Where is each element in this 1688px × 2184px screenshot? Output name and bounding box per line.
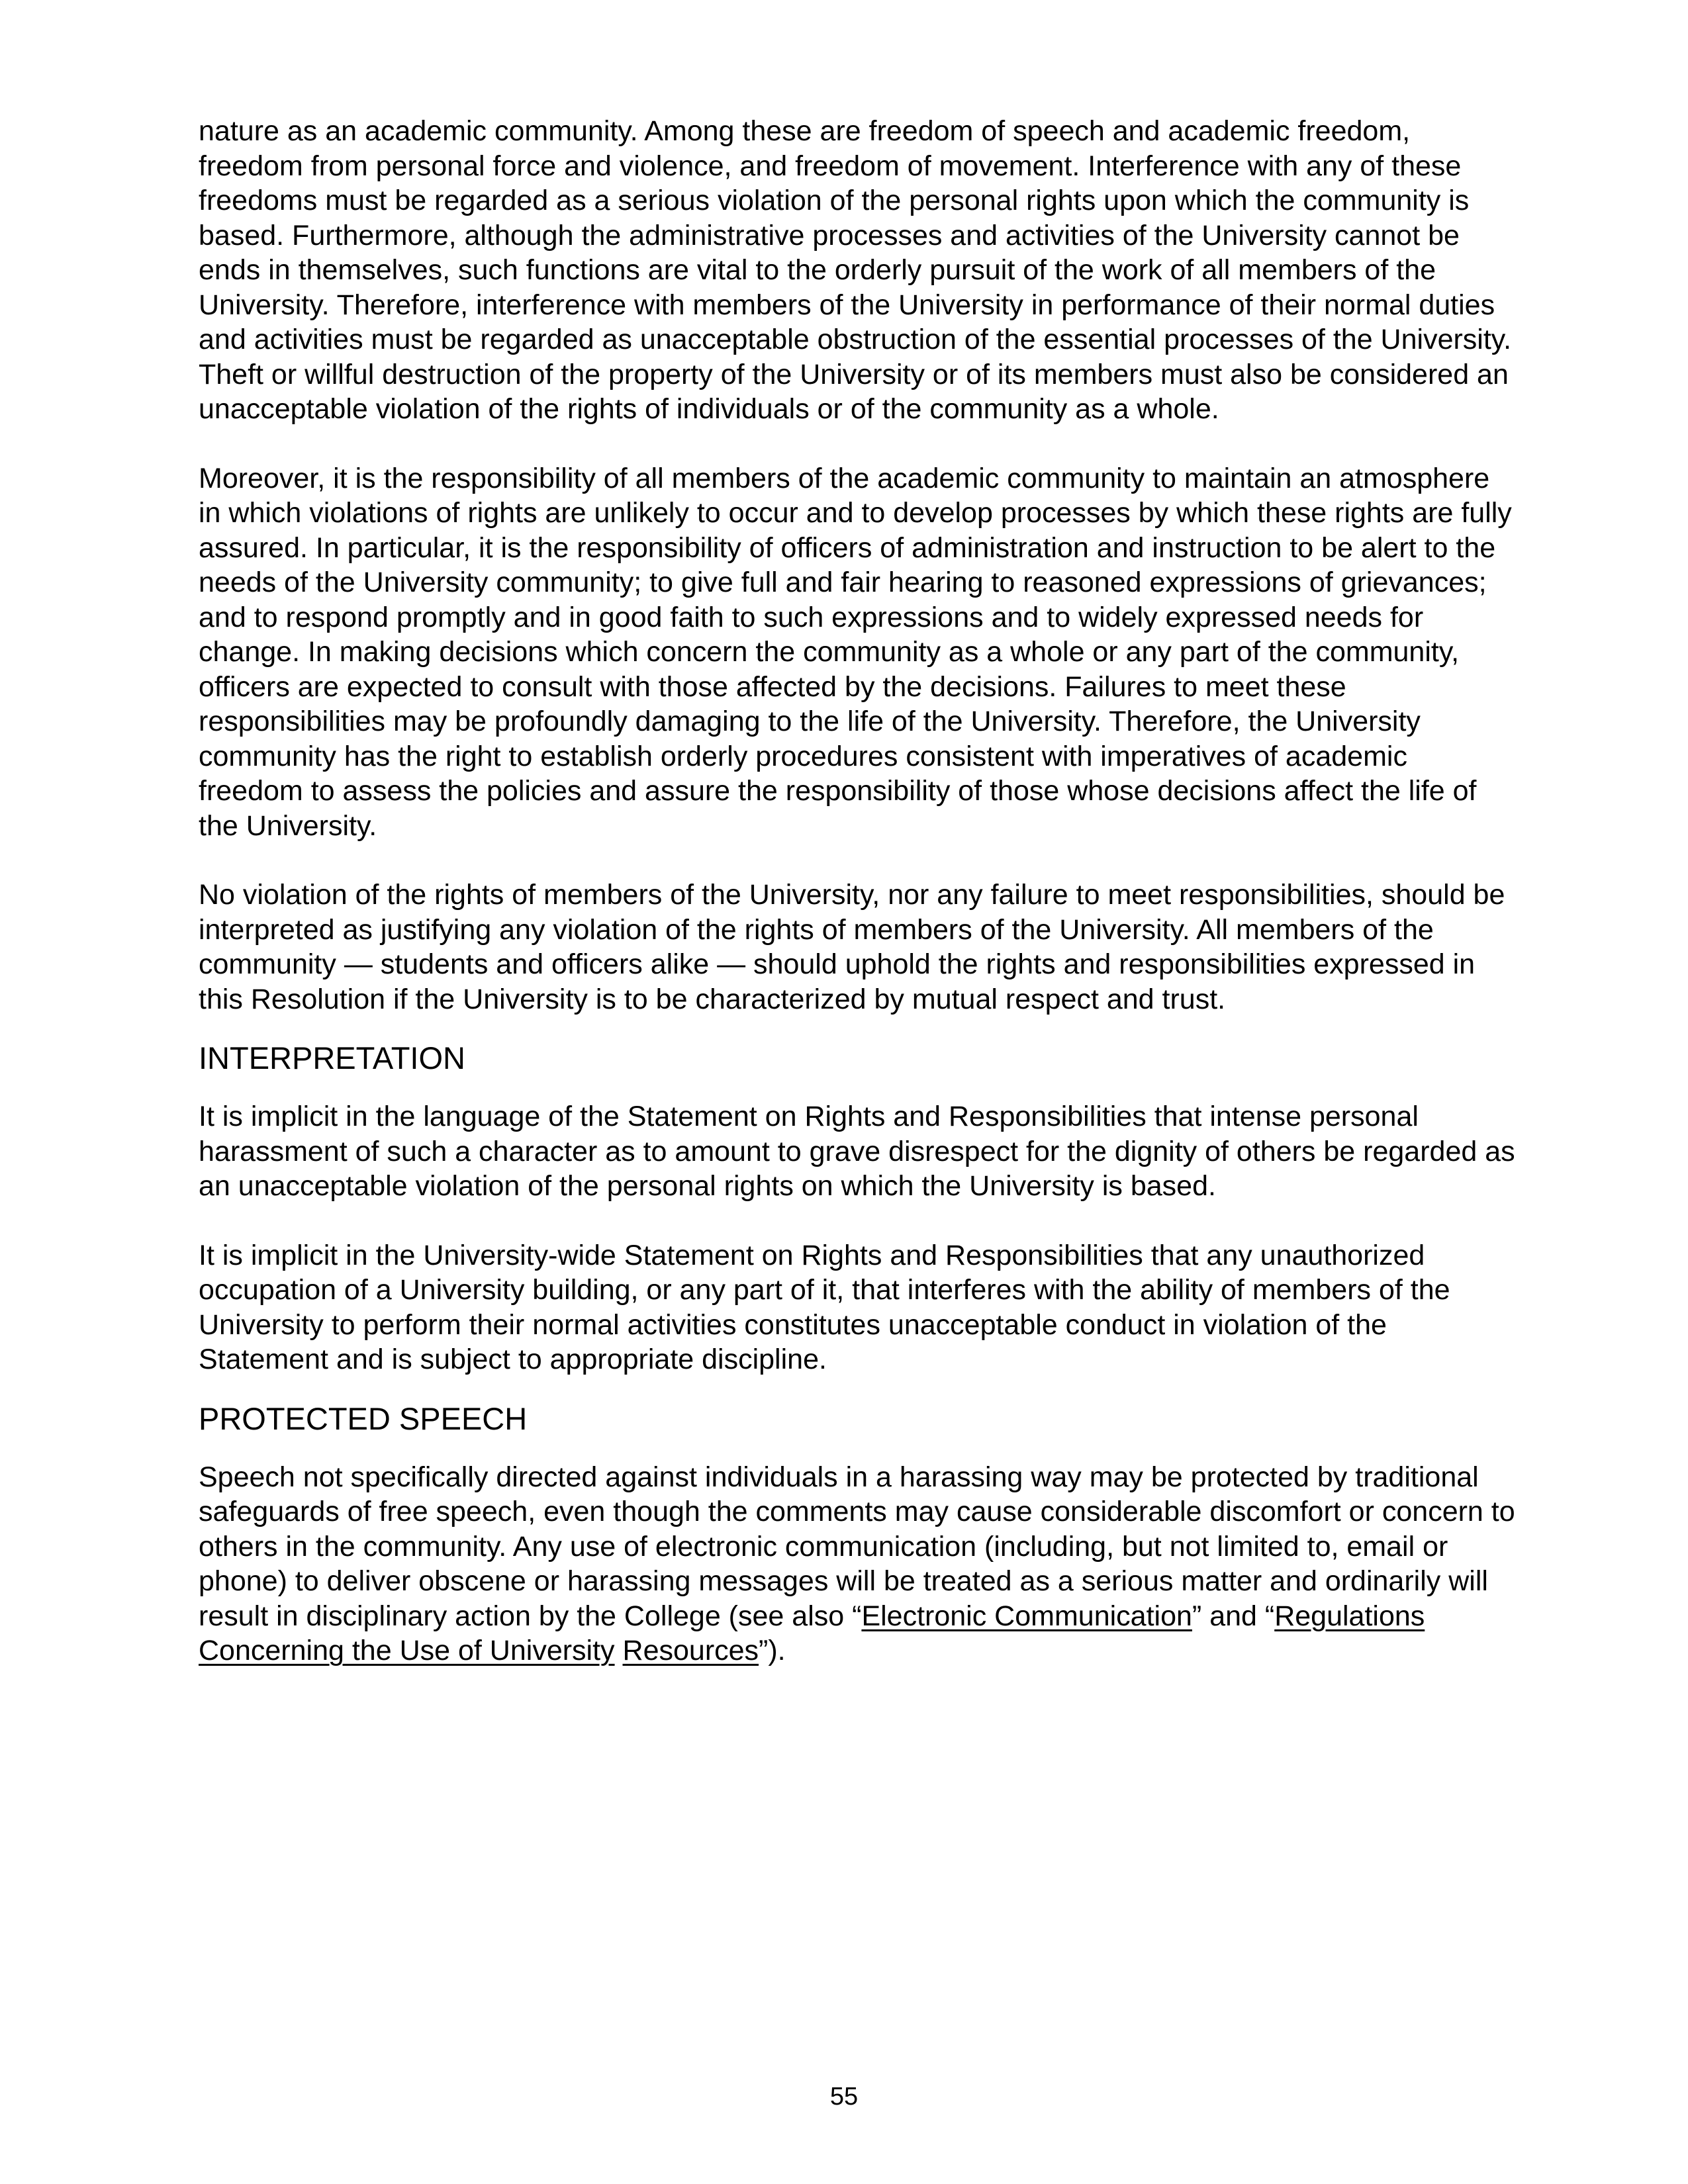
body-paragraph-1: nature as an academic community. Among these are freedom of speech and academic freedom, freedom from personal force and violence, and freedom of movement. Interference with any of these freedoms must be regarded as a serious violation of the personal rights upon which the community is based. Furthermore, although the administrative processes and activities of the University cannot be ends in themselves, such functions are vital to the orderly pursuit of the work of all members of the University. Therefore, interference with members of the University in performance of their normal duties and activities must be regarded as unacceptable obstruction of the essential processes of the University. Theft or willful destruction of the property of the University or of its members must also be considered an unacceptable violation of the rights of individuals or of the community as a whole. — [199, 115, 1512, 425]
document-body — [199, 114, 1516, 1668]
electronic-communication-link[interactable]: Electronic Communication — [861, 1600, 1192, 1632]
body-paragraph-2: Moreover, it is the responsibility of all members of the academic community to maintain an atmosphere in which violations of rights are unlikely to occur and to develop processes by which these rights are fully assured. In particular, it is the responsibility of officers of administration and instruction to be alert to the needs of the University community; to give full and fair hearing to reasoned expressions of grievances; and to respond promptly and in good faith to such expressions and to widely expressed needs for change. In making decisions which concern the community as a whole or any part of the community, officers are expected to consult with those affected by the decisions. Failures to meet these responsibilities may be profoundly damaging to the life of the University. Therefore, the University community has the right to establish orderly procedures consistent with imperatives of academic freedom to assess the policies and assure the responsibility of those whose decisions affect the life of the University. — [199, 462, 1512, 842]
closing-text: ”). — [759, 1635, 786, 1666]
link-separator-text: ” and “ — [1192, 1600, 1275, 1632]
page-number: 55 — [829, 2083, 859, 2111]
protected-speech-text: Speech not specifically directed against individuals in a harassing way may be protected by traditional safeguards of free speech, even though the comments may cause considerable discomfort or concern to others in the community. Any use of electronic communication (including, but not limited to, email or phone) to deliver obscene or harassing messages will be treated as a serious matter and ordinarily will result in disciplinary action by the College (see also “ — [199, 1461, 1515, 1632]
interpretation-paragraph-1: It is implicit in the language of the Statement on Rights and Responsibilities that intense personal harassment of such a character as to amount to grave disrespect for the dignity of others be regarded as an unacceptable violation of the personal rights on which the University is based. — [199, 1101, 1515, 1202]
body-paragraph-3: No violation of the rights of members of the University, nor any failure to meet responsibilities, should be interpreted as justifying any violation of the rights of members of the University. All members of the community — students and officers alike — should uphold the rights and responsibilities expressed in this Resolution if the University is to be characterized by mutual respect and trust. — [199, 879, 1505, 1015]
interpretation-paragraph-2: It is implicit in the University-wide Statement on Rights and Responsibilities that any unauthorized occupation of a University building, or any part of it, that interferes with the ability of members of the University to perform their normal activities constitutes unacceptable conduct in violation of the Statement and is subject to appropriate discipline. — [199, 1239, 1450, 1375]
protected-speech-paragraph — [199, 1460, 1516, 1668]
link-space — [615, 1635, 623, 1666]
interpretation-heading: INTERPRETATION — [199, 1040, 465, 1075]
regulations-university-link[interactable]: Regulations Concerning the Use of University — [199, 1600, 1425, 1666]
resources-link[interactable]: Resources — [622, 1635, 759, 1666]
protected-speech-heading: PROTECTED SPEECH — [199, 1400, 528, 1436]
